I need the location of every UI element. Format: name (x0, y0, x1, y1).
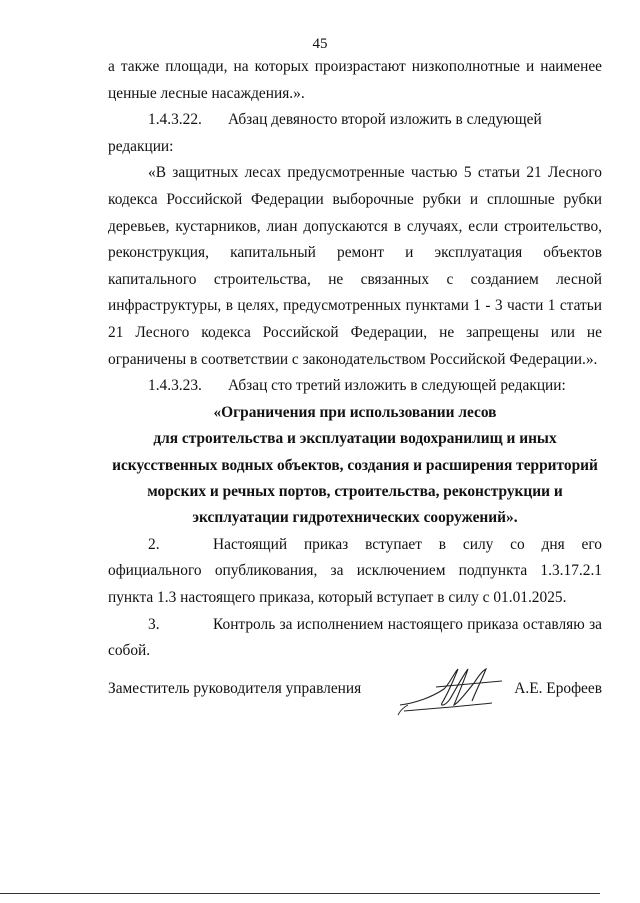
heading-line: «Ограничения при использовании лесов (213, 403, 497, 421)
paragraph-1-4-3-22 (108, 107, 602, 160)
clause-text: Контроль за исполнением настоящего приказа оставляю за собой. (108, 615, 602, 660)
clause-text: Абзац сто третий изложить в следующей редакции: (228, 377, 566, 395)
signature-block (108, 677, 602, 717)
quoted-paragraph: «В защитных лесах предусмотренные частью 5 статьи 21 Лесного кодекса Российской Федерации выборочные рубки и сплошные рубки деревьев, кустарников, лиан допускаются в случаях, если строительство, реконструкция, капитальный ремонт и эксплуатация объектов капитального строительства, не связанных с созданием лесной инфраструктуры, в целях, предусмотренных пунктами 1 - 3 части 1 статьи 21 Лесного кодекса Российской Федерации, не запрещены или не ограничены в соответствии с законодательством Российской Федерации.». (108, 164, 602, 368)
heading-line: для строительства и эксплуатации водохранилищ и иных (153, 430, 557, 448)
document-body (108, 54, 602, 665)
page-number: 45 (312, 36, 328, 52)
signatory-name: А.Е. Ерофеев (514, 680, 602, 697)
clause-number: 3. (148, 615, 160, 633)
footer-divider (0, 893, 600, 894)
heading-line: искусственных водных объектов, создания и расширения территорий (112, 456, 598, 474)
heading-line: эксплуатации гидротехнических сооружений». (192, 509, 518, 527)
clause-number: 1.4.3.22. (148, 111, 202, 129)
clause-number: 2. (148, 535, 160, 553)
handwritten-signature (396, 663, 506, 717)
section-heading (108, 400, 602, 532)
heading-line: морских и речных портов, строительства, реконструкции и (147, 482, 563, 500)
paragraph-2 (108, 532, 602, 612)
clause-number: 1.4.3.23. (148, 377, 202, 395)
paragraph-1-4-3-23 (108, 373, 602, 400)
clause-text: Абзац девяносто второй изложить в следующей редакции: (108, 111, 542, 155)
paragraph-continuation: а также площади, на которых произрастают низкополнотные и наименее ценные лесные насаждения.». (108, 58, 602, 102)
signatory-position: Заместитель руководителя управления (108, 680, 362, 697)
clause-text: Настоящий приказ вступает в силу со дня его официального опубликования, за исключением подпункта 1.3.17.2.1 пункта 1.3 настоящего приказа, который вступает в силу с 01.01.2025. (108, 535, 602, 606)
paragraph-3 (108, 612, 602, 665)
